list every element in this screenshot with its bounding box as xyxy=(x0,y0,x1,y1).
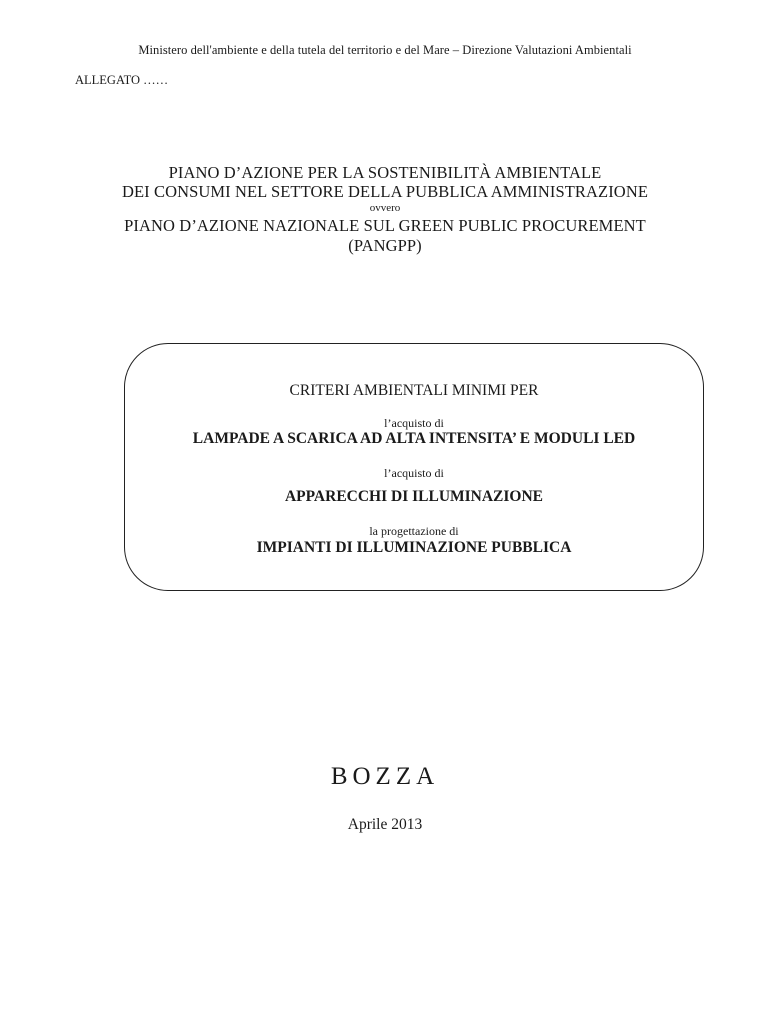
plan-ovvero-label: ovvero xyxy=(369,202,401,214)
criteria-item-intro: l’acquisto di xyxy=(384,466,444,480)
draft-label: BOZZA xyxy=(330,763,440,790)
ministry-header: Ministero dell'ambiente e della tutela del territorio e del Mare – Direzione Valutazioni Ambientali xyxy=(138,43,632,57)
allegato-label: ALLEGATO …… xyxy=(75,73,169,87)
criteria-item-title: IMPIANTI DI ILLUMINAZIONE PUBBLICA xyxy=(256,539,572,556)
plan-title-line-3: PIANO D’AZIONE NAZIONALE SUL GREEN PUBLIC PROCUREMENT xyxy=(124,216,646,235)
document-date: Aprile 2013 xyxy=(347,816,423,833)
criteria-item-title: LAMPADE A SCARICA AD ALTA INTENSITA’ E MODULI LED xyxy=(192,430,636,447)
criteria-item-title: APPARECCHI DI ILLUMINAZIONE xyxy=(284,488,544,505)
criteria-item-intro: la progettazione di xyxy=(369,524,459,538)
plan-title-line-2: DEI CONSUMI NEL SETTORE DELLA PUBBLICA AMMINISTRAZIONE xyxy=(121,182,649,201)
plan-acronym: (PANGPP) xyxy=(348,236,422,255)
plan-title-line-1: PIANO D’AZIONE PER LA SOSTENIBILITÀ AMBIENTALE xyxy=(168,163,602,182)
criteria-item-intro: l’acquisto di xyxy=(384,416,444,430)
criteria-heading: CRITERI AMBIENTALI MINIMI PER xyxy=(289,382,539,399)
